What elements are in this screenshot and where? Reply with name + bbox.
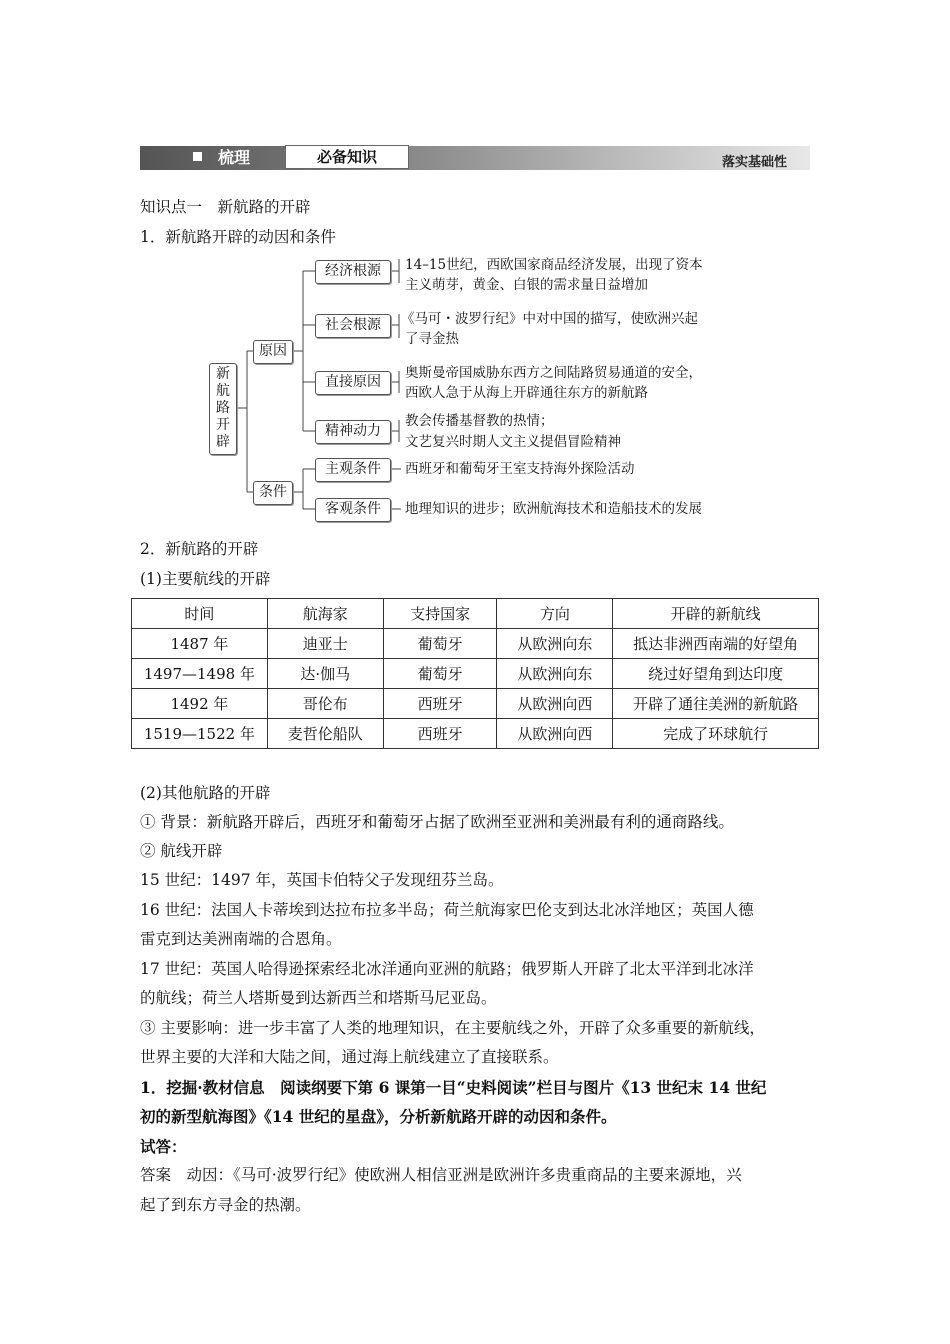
table-header: 航海家 (267, 599, 383, 629)
diagram-condition-box: 条件 (253, 481, 293, 505)
diagram-node-economic: 经济根源 (315, 260, 391, 284)
table-header: 方向 (497, 599, 613, 629)
banner-label-box: 必备知识 (285, 145, 409, 169)
diagram-node-direct: 直接原因 (315, 371, 391, 395)
diagram-text-spiritual-1: 教会传播基督教的热情； (405, 413, 554, 429)
answer-line-1: 答案 动因：《马可·波罗行纪》使欧洲人相信亚洲是欧洲许多贵重商品的主要来源地，兴 (140, 1166, 742, 1184)
paragraph-routes-heading: ② 航线开辟 (140, 842, 223, 860)
table-cell: 西班牙 (383, 719, 497, 749)
diagram-node-social: 社会根源 (315, 314, 391, 338)
table-cell: 从欧洲向西 (497, 689, 613, 719)
table-row (132, 689, 819, 719)
table-cell: 哥伦布 (267, 689, 383, 719)
paragraph-16th-century-2: 雷克到达美洲南端的合恩角。 (140, 930, 342, 948)
knowledge-point-title: 知识点一 新航路的开辟 (140, 198, 311, 216)
table-header-row (132, 599, 819, 629)
table-row (132, 659, 819, 689)
diagram-node-spiritual: 精神动力 (315, 420, 391, 444)
paragraph-background: ① 背景：新航路开辟后，西班牙和葡萄牙占据了欧洲至亚洲和美洲最有利的通商路线。 (140, 813, 734, 831)
diagram-node-subjective: 主观条件 (315, 458, 391, 482)
table-header: 开辟的新航线 (613, 599, 819, 629)
table-cell: 绕过好望角到达印度 (613, 659, 819, 689)
table-cell: 1492 年 (132, 689, 268, 719)
table-cell: 开辟了通往美洲的新航路 (613, 689, 819, 719)
table-cell: 葡萄牙 (383, 659, 497, 689)
diagram-text-direct-1: 奥斯曼帝国威胁东西方之间陆路贸易通道的安全， (405, 365, 702, 381)
table-cell: 达·伽马 (267, 659, 383, 689)
causes-conditions-diagram (205, 250, 765, 525)
paragraph-17th-century-1: 17 世纪：英国人哈得逊探索经北冰洋通向亚洲的航路；俄罗斯人开辟了北太平洋到北冰洋 (140, 960, 754, 978)
banner-right-label: 落实基础性 (722, 155, 788, 170)
table-cell: 完成了环球航行 (613, 719, 819, 749)
table-cell: 迪亚士 (267, 629, 383, 659)
diagram-text-economic-2: 主义萌芽，黄金、白银的需求量日益增加 (405, 277, 648, 293)
table-cell: 抵达非洲西南端的好望角 (613, 629, 819, 659)
paragraph-16th-century-1: 16 世纪：法国人卡蒂埃到达拉布拉多半岛；荷兰航海家巴伦支到达北冰洋地区；英国人德 (140, 901, 754, 919)
diagram-root-box (209, 363, 237, 455)
section-1-heading: 1．新航路开辟的动因和条件 (140, 228, 336, 246)
try-answer-label: 试答： (140, 1137, 187, 1156)
diagram-text-subjective: 西班牙和葡萄牙王室支持海外探险活动 (405, 461, 635, 477)
question-1-line-2: 初的新型航海图》《14 世纪的星盘》，分析新航路开辟的动因和条件。 (140, 1107, 617, 1126)
table-header: 时间 (132, 599, 268, 629)
paragraph-15th-century: 15 世纪：1497 年，英国卡伯特父子发现纽芬兰岛。 (140, 871, 504, 889)
answer-line-2: 起了到东方寻金的热潮。 (140, 1196, 311, 1214)
banner-square-icon (193, 152, 202, 161)
table-cell: 麦哲伦船队 (267, 719, 383, 749)
paragraph-impact-2: 世界主要的大洋和大陆之间，通过海上航线建立了直接联系。 (140, 1048, 559, 1066)
question-1-line-1: 1．挖掘·教材信息 阅读纲要下第 6 课第一目“史料阅读”栏目与图片《13 世纪末 14 世纪 (140, 1078, 767, 1097)
table-cell: 1497—1498 年 (132, 659, 268, 689)
main-routes-table (131, 598, 819, 749)
diagram-reason-box: 原因 (253, 340, 293, 364)
table-cell: 1487 年 (132, 629, 268, 659)
table-cell: 西班牙 (383, 689, 497, 719)
table-cell: 从欧洲向东 (497, 629, 613, 659)
table-row (132, 629, 819, 659)
table-cell: 从欧洲向东 (497, 659, 613, 689)
section-2a-heading: (1)主要航线的开辟 (140, 570, 271, 588)
banner-title: 梳理 (218, 148, 251, 167)
diagram-node-objective: 客观条件 (315, 498, 391, 522)
diagram-text-economic-1: 14–15世纪，西欧国家商品经济发展，出现了资本 (405, 257, 703, 273)
table-cell: 从欧洲向西 (497, 719, 613, 749)
diagram-text-social-1: 《马可・波罗行纪》中对中国的描写，使欧洲兴起 (401, 311, 698, 327)
diagram-text-spiritual-2: 文艺复兴时期人文主义提倡冒险精神 (405, 434, 621, 450)
diagram-text-objective: 地理知识的进步；欧洲航海技术和造船技术的发展 (405, 501, 702, 517)
table-header: 支持国家 (383, 599, 497, 629)
diagram-text-social-2: 了寻金热 (405, 331, 459, 347)
diagram-text-direct-2: 西欧人急于从海上开辟通往东方的新航路 (405, 385, 648, 401)
table-cell: 葡萄牙 (383, 629, 497, 659)
section-2-heading: 2．新航路的开辟 (140, 540, 259, 558)
diagram-root-label: 新航路开辟 (216, 366, 230, 450)
table-row (132, 719, 819, 749)
paragraph-17th-century-2: 的航线；荷兰人塔斯曼到达新西兰和塔斯马尼亚岛。 (140, 989, 497, 1007)
section-2b-heading: (2)其他航路的开辟 (140, 784, 271, 802)
table-cell: 1519—1522 年 (132, 719, 268, 749)
paragraph-impact-1: ③ 主要影响：进一步丰富了人类的地理知识，在主要航线之外，开辟了众多重要的新航线， (140, 1019, 765, 1037)
